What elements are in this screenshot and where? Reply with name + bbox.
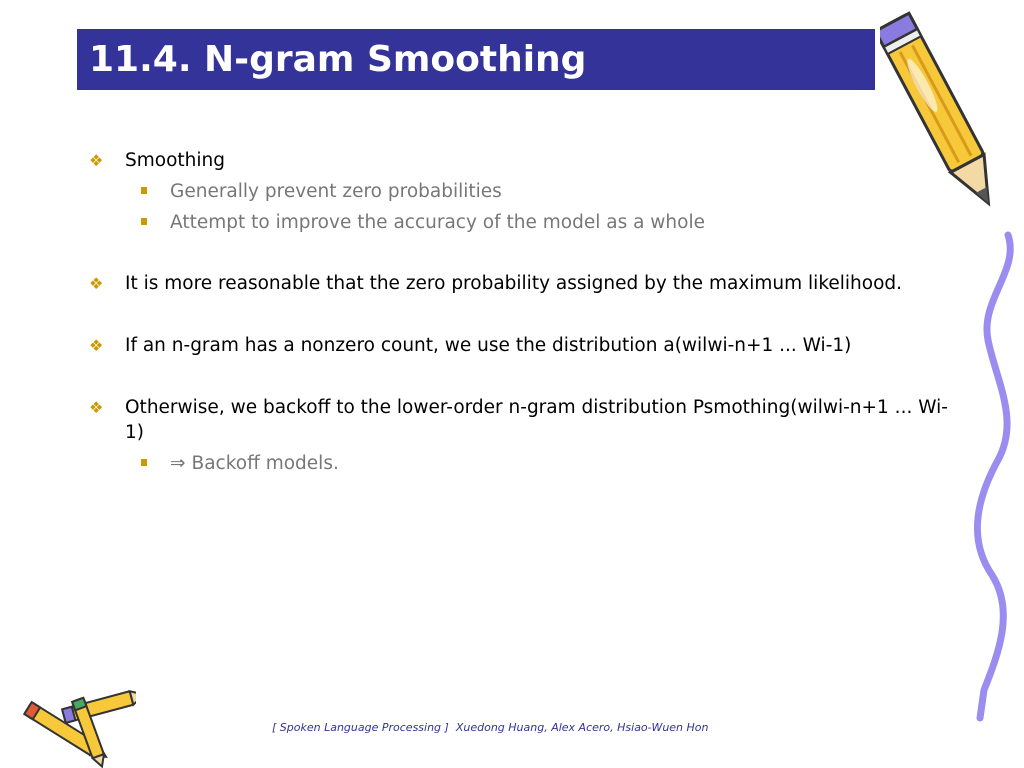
diamond-bullet-icon: ❖	[89, 398, 104, 417]
bullet-text: If an n-gram has a nonzero count, we use the distribution a(wilwi-n+1 ... Wi-1)	[125, 335, 852, 356]
sub-bullet-item	[170, 451, 950, 476]
pencil-icon	[880, 0, 1020, 730]
diamond-bullet-icon: ❖	[89, 274, 104, 293]
square-bullet-icon	[141, 218, 147, 225]
sub-bullet-text: Generally prevent zero probabilities	[170, 181, 502, 202]
bullet-item	[89, 148, 955, 173]
squiggle-line	[977, 235, 1010, 718]
bullet-item	[89, 395, 955, 445]
square-bullet-icon	[141, 459, 147, 466]
bullet-item	[89, 333, 955, 358]
square-bullet-icon	[141, 187, 147, 194]
bullet-item	[89, 271, 955, 296]
diamond-bullet-icon: ❖	[89, 151, 104, 170]
sub-bullet-item	[170, 179, 950, 204]
bullet-text: Smoothing	[125, 150, 225, 171]
sub-bullet-text: Attempt to improve the accuracy of the model as a whole	[170, 212, 706, 233]
implies-arrow-icon: ⇒	[170, 453, 186, 474]
bullet-text: It is more reasonable that the zero probability assigned by the maximum likelihood.	[125, 273, 903, 294]
bullet-text: Otherwise, we backoff to the lower-order n-gram distribution Psmothing(wilwi-n+1 ... Wi-1)	[125, 397, 948, 443]
crossed-pencils-icon	[18, 688, 136, 768]
diamond-bullet-icon: ❖	[89, 336, 104, 355]
sub-bullet-text: Backoff models.	[191, 453, 339, 474]
slide-title: 11.4. N-gram Smoothing	[89, 39, 587, 80]
sub-bullet-item	[170, 210, 950, 235]
slide-footer: [ Spoken Language Processing ] Xuedong Huang, Alex Acero, Hsiao-Wuen Hon	[272, 721, 709, 734]
